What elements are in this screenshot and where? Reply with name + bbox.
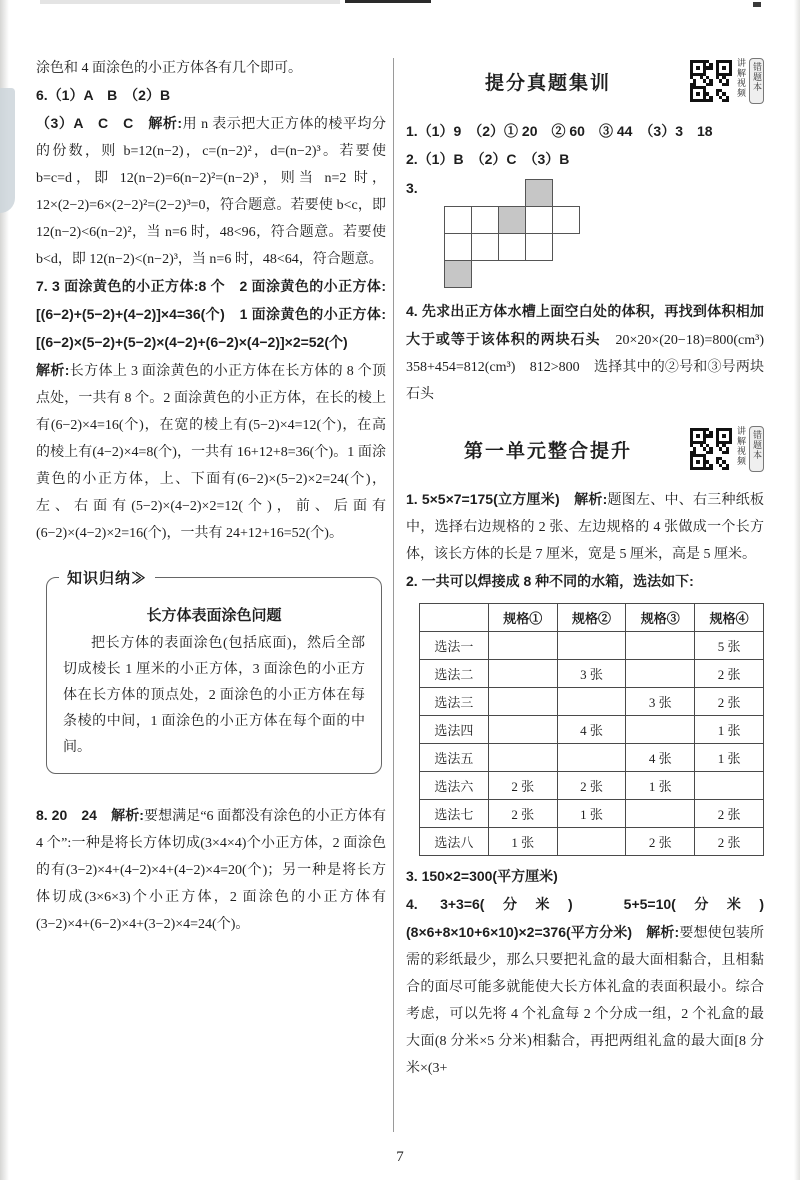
scan-artifact-smear <box>40 0 340 4</box>
answer-r3 <box>406 175 764 288</box>
answer-text: 一共可以焊接成 8 种不同的水箱，选法如下: <box>417 573 694 589</box>
row-header-cell: 选法二 <box>420 660 489 688</box>
paragraph-continuation <box>36 55 386 82</box>
table-cell: 1 张 <box>695 744 764 772</box>
answer-text: 3+3=6(分米) 5+5=10(分米) (8×6+8×10+6×10)×2=376(平方分米) <box>406 896 778 940</box>
answer-text: 3. <box>406 180 418 196</box>
answer-text: （3）A C C <box>36 115 149 131</box>
net-cell <box>444 206 472 234</box>
explanation-text: 要想满足“6 面都没有涂色的小正方体有 4 个”:一种是将长方体切成(3×4×4)个小正方体，2 面涂色的有(3−2)×4+(4−2)×4+(4−2)×4=20(个)；另一种是将长方体切成(3×6×3)个小正方体，2 面涂色的小正方体有(3−2)×4+(6−2)×4+(3−2)×4=24(个)。 <box>36 809 386 932</box>
table-cell: 5 张 <box>695 632 764 660</box>
table-cell <box>626 632 695 660</box>
explanation-text: 用 n 表示把大正方体的棱平均分的份数，则 b=12(n−2)，c=(n−2)²，d=(n−2)³。若要使 b=c=d，即 12(n−2)=6(n−2)²=(n−2)³，则当 n=2 时，12×(2−2)=6×(2−2)²=(2−2)³=0，符合题意。若要使 b<c，即 12(n−2)<6(n−2)²，当 n=6 时，48<96，符合题意。若要使 b<d，即 12(n−2)<(n−2)³，当 n=6 时，48<64，符合题意。 <box>36 117 386 267</box>
table-cell: 4 张 <box>557 716 626 744</box>
table-cell: 2 张 <box>488 772 557 800</box>
explanation-text: 长方体上 3 面涂黄色的小正方体在长方体的 8 个顶点处，一共有 8 个。2 面涂黄色的小正方体，在长的棱上有(6−2)×4=16(个)，在宽的棱上有(5−2)×4=12(个)，在高的棱上有(4−2)×4=8(个)，一共有 16+12+8=36(个)。1 面涂黄色的小正方体，上、下面有(6−2)×(5−2)×2=24(个)，左、右面有(5−2)×(4−2)×2=12(个)，前、后面有(6−2)×(4−2)×2=16(个)，一共有 24+12+16=52(个)。 <box>36 364 386 541</box>
net-cell-shaded <box>498 206 526 234</box>
answer-text: 解析: <box>646 924 680 940</box>
answer-text: 4. <box>406 896 418 912</box>
answer-text: 5×5×7=175(立方厘米) <box>417 491 575 507</box>
net-cell <box>552 206 580 234</box>
answer-text: 2. <box>406 151 418 167</box>
table-cell: 1 张 <box>626 772 695 800</box>
answer-s4 <box>406 891 778 1082</box>
qr-block <box>690 58 764 104</box>
table-cell: 1 张 <box>488 828 557 856</box>
table-row <box>420 716 764 744</box>
water-tank-table <box>419 603 764 856</box>
explanation-text: 题图左、中、右三种纸板中，选择右边规格的 2 张、左边规格的 4 张做成一个长方体，该长方体的长是 7 厘米，宽是 5 厘米，高是 5 厘米。 <box>406 493 764 562</box>
qr-code <box>690 428 732 470</box>
right-column <box>406 50 778 1082</box>
knowledge-box-body: 把长方体的表面涂色(包括底面)，然后全部切成棱长 1 厘米的小正方体，3 面涂色的小正方体在长方体的顶点处，2 面涂色的小正方体在每条棱的中间，1 面涂色的小正方体在每个面的中间。 <box>63 636 365 755</box>
answer-text: 20 24 <box>47 807 112 823</box>
answer-q6-part3 <box>36 110 386 273</box>
knowledge-box <box>46 570 382 774</box>
explanation-text: 涂色和 4 面涂色的小正方体各有几个即可。 <box>36 61 302 76</box>
table-header-row <box>420 604 764 632</box>
answer-text: 解析: <box>36 362 70 378</box>
answer-text: 先求出正方体水槽上面空白处的体积，再找到体积相加大于或等于该体积的两块石头 <box>406 303 764 347</box>
table-cell: 3 张 <box>557 660 626 688</box>
table-cell: 1 张 <box>557 800 626 828</box>
answer-q8 <box>36 802 386 938</box>
row-header-cell: 选法五 <box>420 744 489 772</box>
row-header-cell: 选法一 <box>420 632 489 660</box>
table-cell <box>695 772 764 800</box>
table-cell: 4 张 <box>626 744 695 772</box>
explanation-text: 要想使包装所需的彩纸最少，那么只要把礼盒的最大面相黏合，且相黏合的面尽可能多就能使大长方体礼盒的表面积最小。综合考虑，可以先将 4 个礼盒每 2 个分成一组，2 个礼盒的最大面(8 分米×5 分米)相黏合，再把两组礼盒的最大面[8 分米×(3+ <box>406 926 765 1076</box>
net-cell <box>525 206 553 234</box>
table-cell: 2 张 <box>695 828 764 856</box>
table-cell <box>488 688 557 716</box>
answer-r1 <box>406 118 764 146</box>
answer-text: 3 面涂黄色的小正方体:8 个 2 面涂黄色的小正方体:[(6−2)+(5−2)+(4−2)]×4=36(个) 1 面涂黄色的小正方体:[(6−2)×(5−2)+(5−2)×(4−2)+(6−2)×(4−2)]×2=52(个) <box>36 278 386 350</box>
qr-module <box>729 99 732 102</box>
table-cell <box>488 744 557 772</box>
answer-text: 6. <box>36 87 48 103</box>
section-header-unit1 <box>406 422 764 476</box>
table-header-cell: 规格② <box>557 604 626 632</box>
net-cell <box>498 233 526 261</box>
row-header-cell: 选法六 <box>420 772 489 800</box>
explanation-text: 20×20×(20−18)=800(cm³) 358+454=812(cm³) 812>800 选择其中的②号和③号两块石头 <box>406 333 778 402</box>
net-cell-shaded <box>444 260 472 288</box>
net-cell <box>471 206 499 234</box>
scan-edge-right <box>794 0 800 1180</box>
qr-block-unit1 <box>690 426 764 472</box>
table-cell <box>557 828 626 856</box>
video-explain-label: 讲解视频 <box>736 426 746 466</box>
mistake-book-label: 错题本 <box>749 58 764 104</box>
net-cell <box>444 233 472 261</box>
answer-text: （1）9 （2）① 20 ② 60 ③ 44 （3）3 18 <box>417 123 713 139</box>
answer-r4 <box>406 298 778 408</box>
table-cell <box>626 660 695 688</box>
qr-module <box>729 467 732 470</box>
answer-r3-number <box>406 175 418 203</box>
answer-text: 8. <box>36 807 48 823</box>
table-cell: 2 张 <box>695 688 764 716</box>
analysis-q7 <box>36 357 386 547</box>
answer-q7 <box>36 273 386 357</box>
table-header-cell: 规格④ <box>695 604 764 632</box>
row-header-cell: 选法七 <box>420 800 489 828</box>
table-cell <box>488 716 557 744</box>
answer-q6 <box>36 82 386 110</box>
section-header-true-questions <box>406 54 764 108</box>
table-row <box>420 632 764 660</box>
table-cell <box>626 800 695 828</box>
answer-text: （1）B （2）C （3）B <box>417 151 570 167</box>
scan-artifact-dot <box>753 2 761 7</box>
table-cell: 1 张 <box>695 716 764 744</box>
answer-s1 <box>406 486 764 568</box>
left-column <box>36 55 386 938</box>
table-header-cell: 规格① <box>488 604 557 632</box>
answer-text: 1. <box>406 491 418 507</box>
table-cell <box>488 632 557 660</box>
answer-r2 <box>406 146 764 174</box>
net-cell <box>525 233 553 261</box>
column-divider <box>393 58 394 1132</box>
answer-text: 150×2=300(平方厘米) <box>417 868 558 884</box>
scan-artifact-blob <box>0 88 15 213</box>
table-cell: 2 张 <box>695 660 764 688</box>
answer-text: 解析: <box>148 115 183 131</box>
table-header-cell <box>420 604 489 632</box>
section-title-unit1: 第一单元整合提升 <box>463 440 632 462</box>
row-header-cell: 选法四 <box>420 716 489 744</box>
answer-text: （1）A B （2）B <box>47 87 171 103</box>
answer-text: 3. <box>406 868 418 884</box>
table-row <box>420 828 764 856</box>
table-row <box>420 744 764 772</box>
qr-code <box>690 60 732 102</box>
row-header-cell: 选法三 <box>420 688 489 716</box>
knowledge-box-title: 长方体表面涂色问题 <box>146 607 282 624</box>
answer-s3 <box>406 863 764 891</box>
video-explain-label: 讲解视频 <box>736 58 746 98</box>
table-row <box>420 800 764 828</box>
answer-text: 解析: <box>111 807 144 823</box>
table-header-cell: 规格③ <box>626 604 695 632</box>
table-cell <box>557 688 626 716</box>
table-cell: 2 张 <box>557 772 626 800</box>
page-number: 7 <box>396 1149 404 1165</box>
section-title: 提分真题集训 <box>484 72 611 94</box>
answer-s2 <box>406 568 764 596</box>
table-cell <box>488 660 557 688</box>
table-cell: 2 张 <box>488 800 557 828</box>
table-cell <box>626 716 695 744</box>
table-cell <box>557 632 626 660</box>
answer-text: 解析: <box>574 491 608 507</box>
row-header-cell: 选法八 <box>420 828 489 856</box>
net-cell-shaded <box>525 179 553 207</box>
net-cell <box>471 233 499 261</box>
scan-artifact-line <box>345 0 431 3</box>
answer-text: 7. <box>36 278 48 294</box>
table-cell: 2 张 <box>626 828 695 856</box>
answer-text: 1. <box>406 123 418 139</box>
knowledge-box-tab: 知识归纳≫ <box>59 567 155 588</box>
cube-net-diagram <box>444 179 580 288</box>
answer-text: 4. <box>406 303 418 319</box>
table-row <box>420 688 764 716</box>
table-cell <box>557 744 626 772</box>
table-cell: 2 张 <box>695 800 764 828</box>
mistake-book-label: 错题本 <box>749 426 764 472</box>
table-row <box>420 772 764 800</box>
table-cell: 3 张 <box>626 688 695 716</box>
answer-text: 2. <box>406 573 418 589</box>
table-row <box>420 660 764 688</box>
